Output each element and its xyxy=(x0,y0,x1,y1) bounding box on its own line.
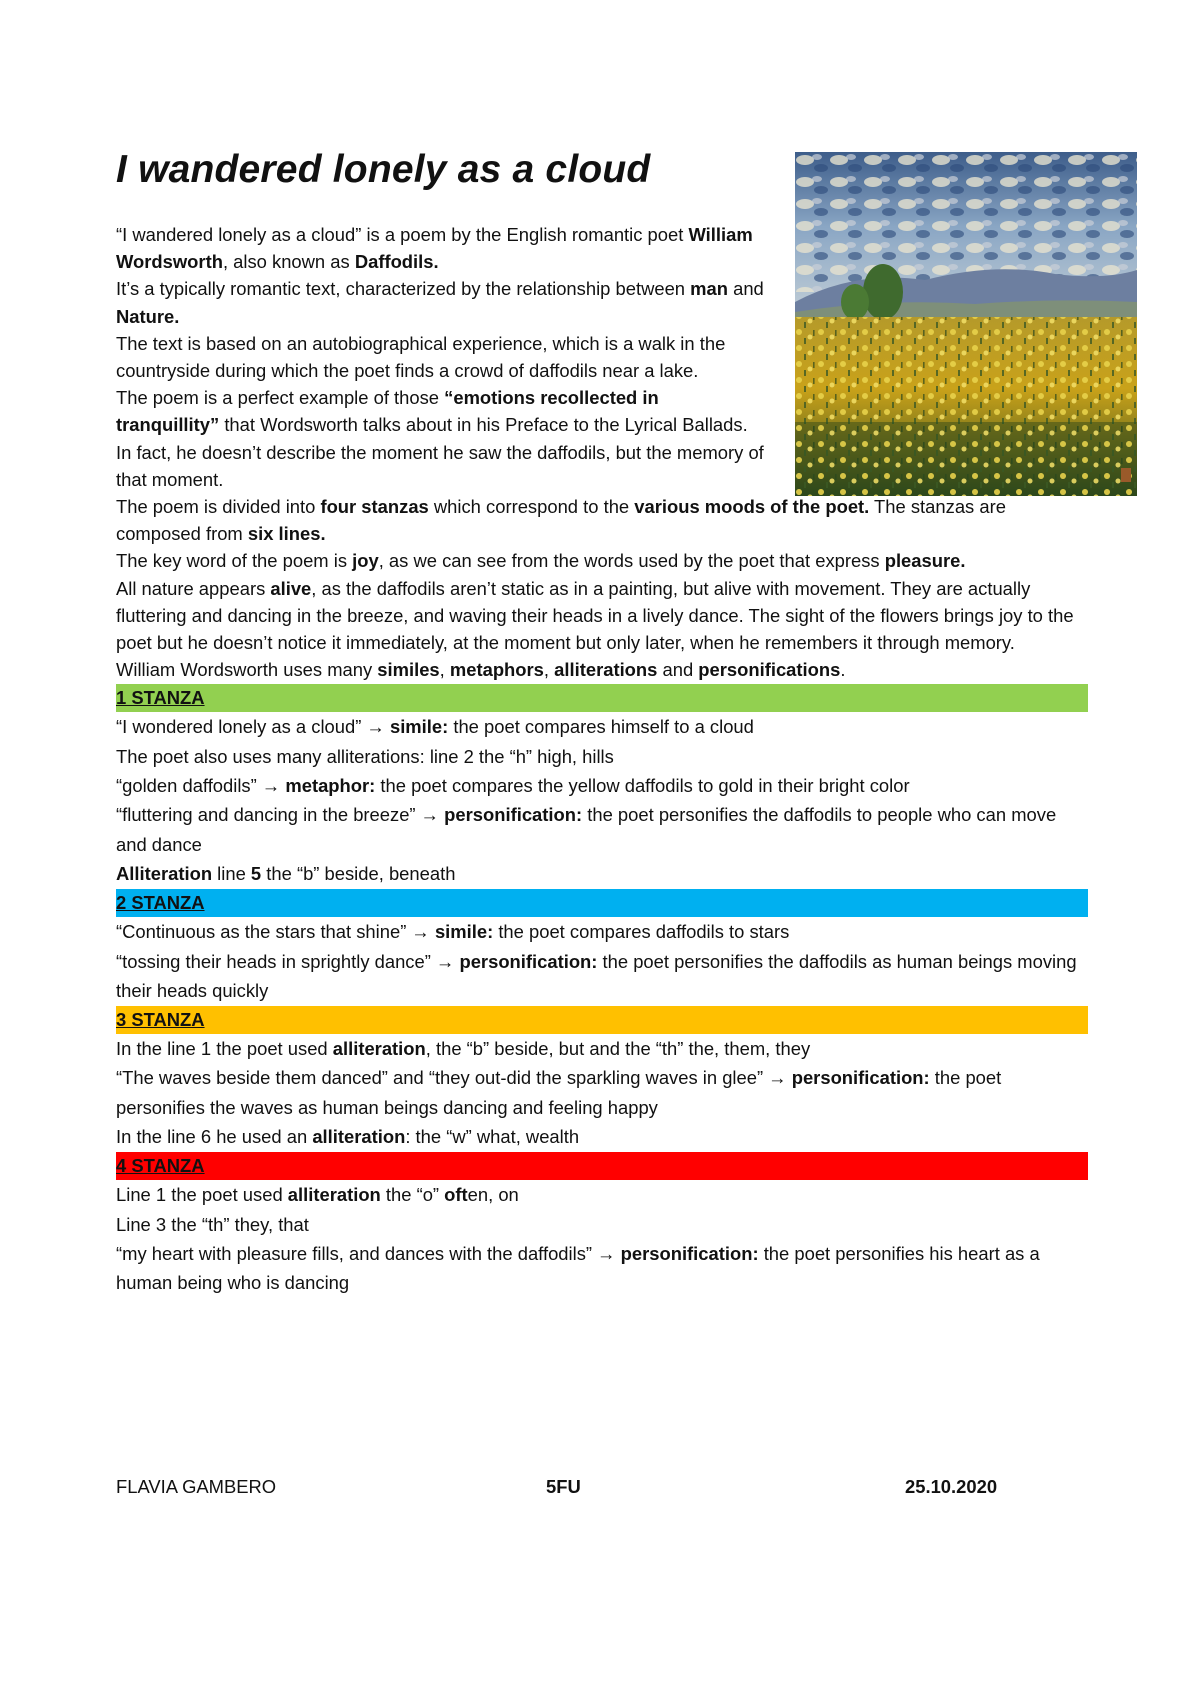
bold-text-run: personification: xyxy=(791,1067,930,1089)
bold-text-run: personification: xyxy=(620,1242,759,1264)
stanza-analysis-line xyxy=(116,1239,1088,1298)
bold-text-run: various moods of the poet. xyxy=(634,496,870,518)
bold-text-run: alliterations xyxy=(554,659,658,681)
text-run: The key word of the poem is xyxy=(116,550,353,572)
stanza-analysis-line xyxy=(116,1180,1088,1209)
page-title: I wandered lonely as a cloud xyxy=(116,148,651,191)
text-run: “I wandered lonely as a cloud” is a poem by the English romantic poet xyxy=(116,224,689,245)
intro-paragraph xyxy=(116,221,766,275)
text-run: the poet personifies the daffodils as human beings moving their heads quickly xyxy=(116,950,1077,1001)
text-run: , as the daffodils aren’t static as in a painting, but alive with movement. They are actually fluttering and dancing in the breeze, and waving their heads in a lively dance. The sight of the flowers brings joy to the poet but he doesn’t notice it immediately, at the moment but only later, when he remembers it through memory. xyxy=(116,577,1074,654)
text-run: The poet also uses many alliterations: line 2 the “h” high, hills xyxy=(116,745,614,767)
stanza-heading: 1 STANZA xyxy=(116,684,1088,712)
text-run: , xyxy=(439,659,450,681)
text-run: the poet personifies his heart as a human being who is dancing xyxy=(116,1242,1040,1294)
text-run: William Wordsworth uses many xyxy=(116,659,378,681)
text-run: line xyxy=(212,862,251,884)
intro-paragraph xyxy=(116,384,766,493)
text-run: “my heart with pleasure fills, and dances with the daffodils” → xyxy=(116,1242,621,1264)
bold-text-run: alliteration xyxy=(332,1038,426,1060)
bold-text-run: six lines. xyxy=(247,523,326,545)
text-run: “golden daffodils” → xyxy=(116,775,286,797)
analysis-paragraph xyxy=(116,575,1088,657)
bold-text-run: Alliteration xyxy=(116,862,213,884)
intro-paragraph xyxy=(116,275,766,329)
text-run: , xyxy=(543,659,555,681)
text-run: . xyxy=(840,659,846,681)
bold-text-run: 5 xyxy=(250,862,262,884)
stanza-heading: 2 STANZA xyxy=(116,889,1088,917)
bold-text-run: alive xyxy=(270,577,312,599)
stanza-analysis-line xyxy=(116,1034,1088,1063)
stanza-analysis-line xyxy=(116,947,1088,1006)
text-run: In the line 6 he used an xyxy=(116,1126,313,1148)
footer-class: 5FU xyxy=(546,1476,581,1497)
bold-text-run: personifications xyxy=(698,659,841,681)
stanza-analysis-line xyxy=(116,1122,1088,1151)
bold-text-run: William Wordsworth xyxy=(116,224,753,273)
bold-text-run: joy xyxy=(352,550,379,572)
text-run: that Wordsworth talks about in his Preface to the Lyrical Ballads. In fact, he doesn’t describe the moment he saw the daffodils, but the memory of that moment. xyxy=(116,414,764,490)
bold-text-run: pleasure. xyxy=(884,550,966,572)
bold-text-run: metaphors xyxy=(449,659,544,681)
analysis-paragraph xyxy=(116,656,1088,683)
bold-text-run: Nature. xyxy=(116,305,180,327)
text-run: All nature appears xyxy=(116,577,271,599)
bold-text-run: similes xyxy=(377,659,440,681)
stanza-sections xyxy=(116,684,1088,1297)
bold-text-run: “emotions recollected in tranquillity” xyxy=(116,387,659,436)
text-run: The stanzas are composed from xyxy=(116,496,1006,545)
analysis-paragraph xyxy=(116,547,1088,574)
footer-date: 25.10.2020 xyxy=(905,1476,998,1497)
bold-text-run: oft xyxy=(444,1184,468,1206)
stanza-analysis-line xyxy=(116,917,1088,946)
stanza-analysis-line xyxy=(116,712,1088,741)
stanza-analysis-line xyxy=(116,1210,1088,1239)
bold-text-run: Daffodils. xyxy=(354,251,439,273)
text-run: “The waves beside them danced” and “they out-did the sparkling waves in glee” → xyxy=(116,1067,792,1089)
text-run: the poet compares daffodils to stars xyxy=(493,921,790,943)
text-run: and xyxy=(657,659,699,681)
text-run: the poet compares himself to a cloud xyxy=(448,716,754,738)
bold-text-run: metaphor: xyxy=(285,775,376,797)
text-run: , the “b” beside, but and the “th” the, them, they xyxy=(425,1038,811,1060)
bold-text-run: man xyxy=(690,278,728,300)
text-run: “fluttering and dancing in the breeze” → xyxy=(116,804,445,826)
text-run: Line 1 the poet used xyxy=(116,1184,288,1206)
text-run: the poet compares the yellow daffodils to gold in their bright color xyxy=(375,775,910,797)
bold-text-run: four stanzas xyxy=(320,496,429,518)
stanza-analysis-line xyxy=(116,859,1088,888)
bold-text-run: alliteration xyxy=(287,1184,381,1206)
stanza-heading: 4 STANZA xyxy=(116,1152,1088,1180)
document-body xyxy=(116,221,1088,1298)
bold-text-run: simile: xyxy=(389,716,449,738)
bold-text-run: personification: xyxy=(459,950,598,972)
stanza-analysis-line xyxy=(116,771,1088,800)
text-run: “I wondered lonely as a cloud” → xyxy=(116,716,390,738)
bold-text-run: simile: xyxy=(434,921,494,943)
text-run: which correspond to the xyxy=(428,496,635,518)
text-run: en, on xyxy=(467,1184,519,1206)
stanza-analysis-line xyxy=(116,800,1088,859)
bold-text-run: alliteration xyxy=(312,1126,406,1148)
footer-author: FLAVIA GAMBERO xyxy=(116,1476,277,1497)
text-run: the poet personifies the daffodils to people who can move and dance xyxy=(116,804,1057,855)
intro-paragraphs xyxy=(116,221,766,493)
text-run: In the line 1 the poet used xyxy=(116,1038,333,1060)
text-run: “Continuous as the stars that shine” → xyxy=(116,921,435,943)
bold-text-run: personification: xyxy=(444,804,583,826)
text-run: and xyxy=(727,278,764,300)
stanza-analysis-line xyxy=(116,742,1088,771)
stanza-analysis-line xyxy=(116,1063,1088,1122)
analysis-paragraphs xyxy=(116,493,1088,683)
text-run: It’s a typically romantic text, characterized by the relationship between xyxy=(116,278,691,300)
text-run: the “o” xyxy=(380,1184,445,1206)
text-run: : the “w” what, wealth xyxy=(405,1126,580,1148)
text-run: the poet personifies the waves as human beings dancing and feeling happy xyxy=(116,1067,1002,1118)
text-run: The poem is a perfect example of those xyxy=(116,387,445,409)
text-run: “tossing their heads in sprightly dance” → xyxy=(116,950,460,972)
analysis-paragraph xyxy=(116,493,1088,547)
text-run: The poem is divided into xyxy=(116,496,321,518)
text-run: Line 3 the “th” they, that xyxy=(116,1213,309,1235)
text-run: , also known as xyxy=(222,251,355,273)
intro-paragraph xyxy=(116,330,766,384)
text-run: , as we can see from the words used by the poet that express xyxy=(378,550,885,572)
stanza-heading: 3 STANZA xyxy=(116,1006,1088,1034)
text-run: the “b” beside, beneath xyxy=(261,862,456,884)
text-run: The text is based on an autobiographical experience, which is a walk in the countryside during which the poet finds a crowd of daffodils near a lake. xyxy=(116,332,726,382)
